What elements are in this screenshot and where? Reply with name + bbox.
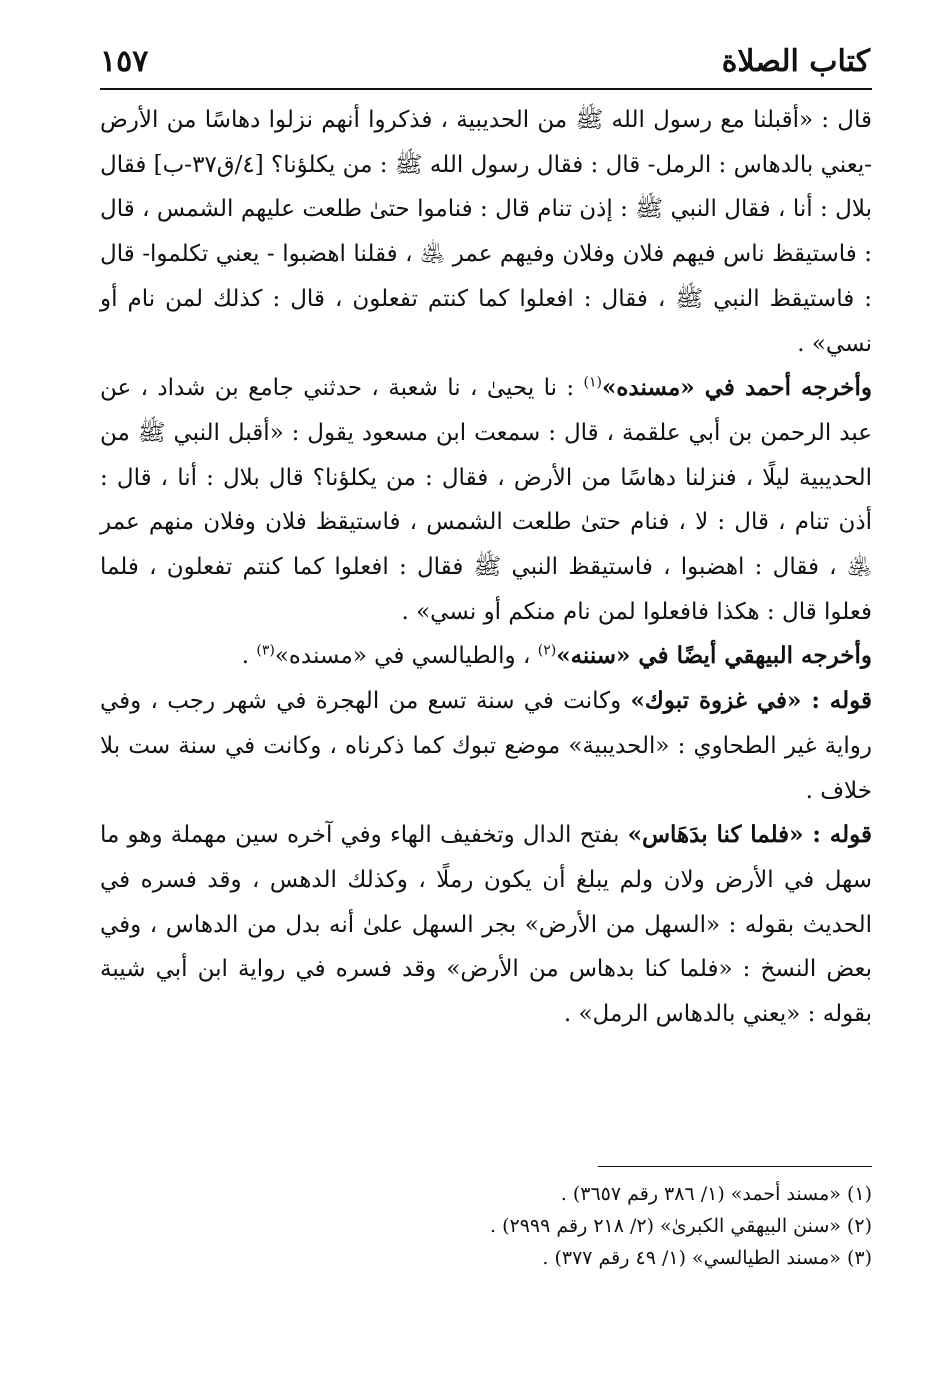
paragraph-text: وكانت في سنة تسع من الهجرة في شهر رجب ، وفي رواية غير الطحاوي : «الحديبية» موضع تبوك كما ذكرناه ، وكانت في سنة ست بلا خلاف . (100, 688, 872, 804)
paragraph-tabuk (100, 679, 872, 813)
page-number: ١٥٧ (100, 44, 149, 79)
paragraph-lead: وأخرجه البيهقي أيضًا في «سننه» (556, 642, 872, 670)
footnote-2: (٢) «سنن البيهقي الكبرىٰ» (٢/ ٢١٨ رقم ٢٩٩٩) . (490, 1215, 872, 1237)
footnote-ref-3: (٣) (256, 642, 275, 659)
header-divider (100, 88, 872, 90)
footnote-ref-2: (٢) (537, 642, 557, 659)
paragraph-lead: قوله : «في غزوة تبوك» (630, 687, 872, 715)
paragraph-bayhaqi (100, 634, 872, 679)
footnote-3: (٣) «مسند الطيالسي» (١/ ٤٩ رقم ٣٧٧) . (542, 1247, 872, 1269)
paragraph-lead: قوله : «فلما كنا بدَهَاس» (627, 821, 872, 849)
page-header (100, 36, 870, 86)
main-text (100, 98, 872, 1037)
paragraph-ahmad (100, 366, 872, 634)
footnote-divider (598, 1166, 872, 1167)
footnote-1: (١) «مسند أحمد» (١/ ٣٨٦ رقم ٣٦٥٧) . (560, 1183, 872, 1205)
paragraph-text: : نا يحيىٰ ، نا شعبة ، حدثني جامع بن شداد ، عن عبد الرحمن بن أبي علقمة ، قال : سمعت ابن مسعود يقول : «أقبل النبي ﷺ من الحديبية ليلًا ، فنزلنا دهاسًا من الأرض ، فقال : من يكلؤنا؟ قال بلال : أنا ، قال : أذن تنام ، قال : لا ، فنام حتىٰ طلعت الشمس ، فاستيقظ فلان وفلان منهم عمر ﵁ ، فقال : اهضبوا ، فاستيقظ النبي ﷺ فقال : افعلوا كما كنتم تفعلون ، فلما فعلوا قال : هكذا فافعلوا لمن نام منكم أو نسي» . (100, 375, 872, 625)
paragraph-dahas (100, 813, 872, 1037)
paragraph-lead: وأخرجه أحمد في «مسنده» (602, 374, 872, 402)
paragraph-hadith-quote: قال : «أقبلنا مع رسول الله ﷺ من الحديبية ، فذكروا أنهم نزلوا دهاسًا من الأرض -يعني بالدهاس : الرمل- قال : فقال رسول الله ﷺ : من يكلؤنا؟ [٤/ق٣٧-ب] فقال بلال : أنا ، فقال النبي ﷺ : إذن تنام قال : فناموا حتىٰ طلعت عليهم الشمس ، قال : فاستيقظ ناس فيهم فلان وفلان وفيهم عمر ﵁ ، فقلنا اهضبوا - يعني تكلموا- قال : فاستيقظ النبي ﷺ ، فقال : افعلوا كما كنتم تفعلون ، قال : كذلك لمن نام أو نسي» . (100, 107, 873, 357)
chapter-title: كتاب الصلاة (721, 44, 870, 79)
paragraph-text: بفتح الدال وتخفيف الهاء وفي آخره سين مهملة وهو ما سهل في الأرض ولان ولم يبلغ أن يكون رملًا ، وكذلك الدهس ، وقد فسره في الحديث بقوله : «السهل من الأرض» بجر السهل علىٰ أنه بدل من الدهاس ، وفي بعض النسخ : «فلما كنا بدهاس من الأرض» وقد فسره في رواية ابن أبي شيبة بقوله : «يعني بالدهاس الرمل» . (100, 822, 872, 1028)
footnote-ref-1: (١) (583, 374, 602, 391)
paragraph-end: . (241, 643, 257, 670)
paragraph-text: ، والطيالسي في «مسنده» (274, 643, 538, 670)
footnotes (100, 1178, 872, 1274)
